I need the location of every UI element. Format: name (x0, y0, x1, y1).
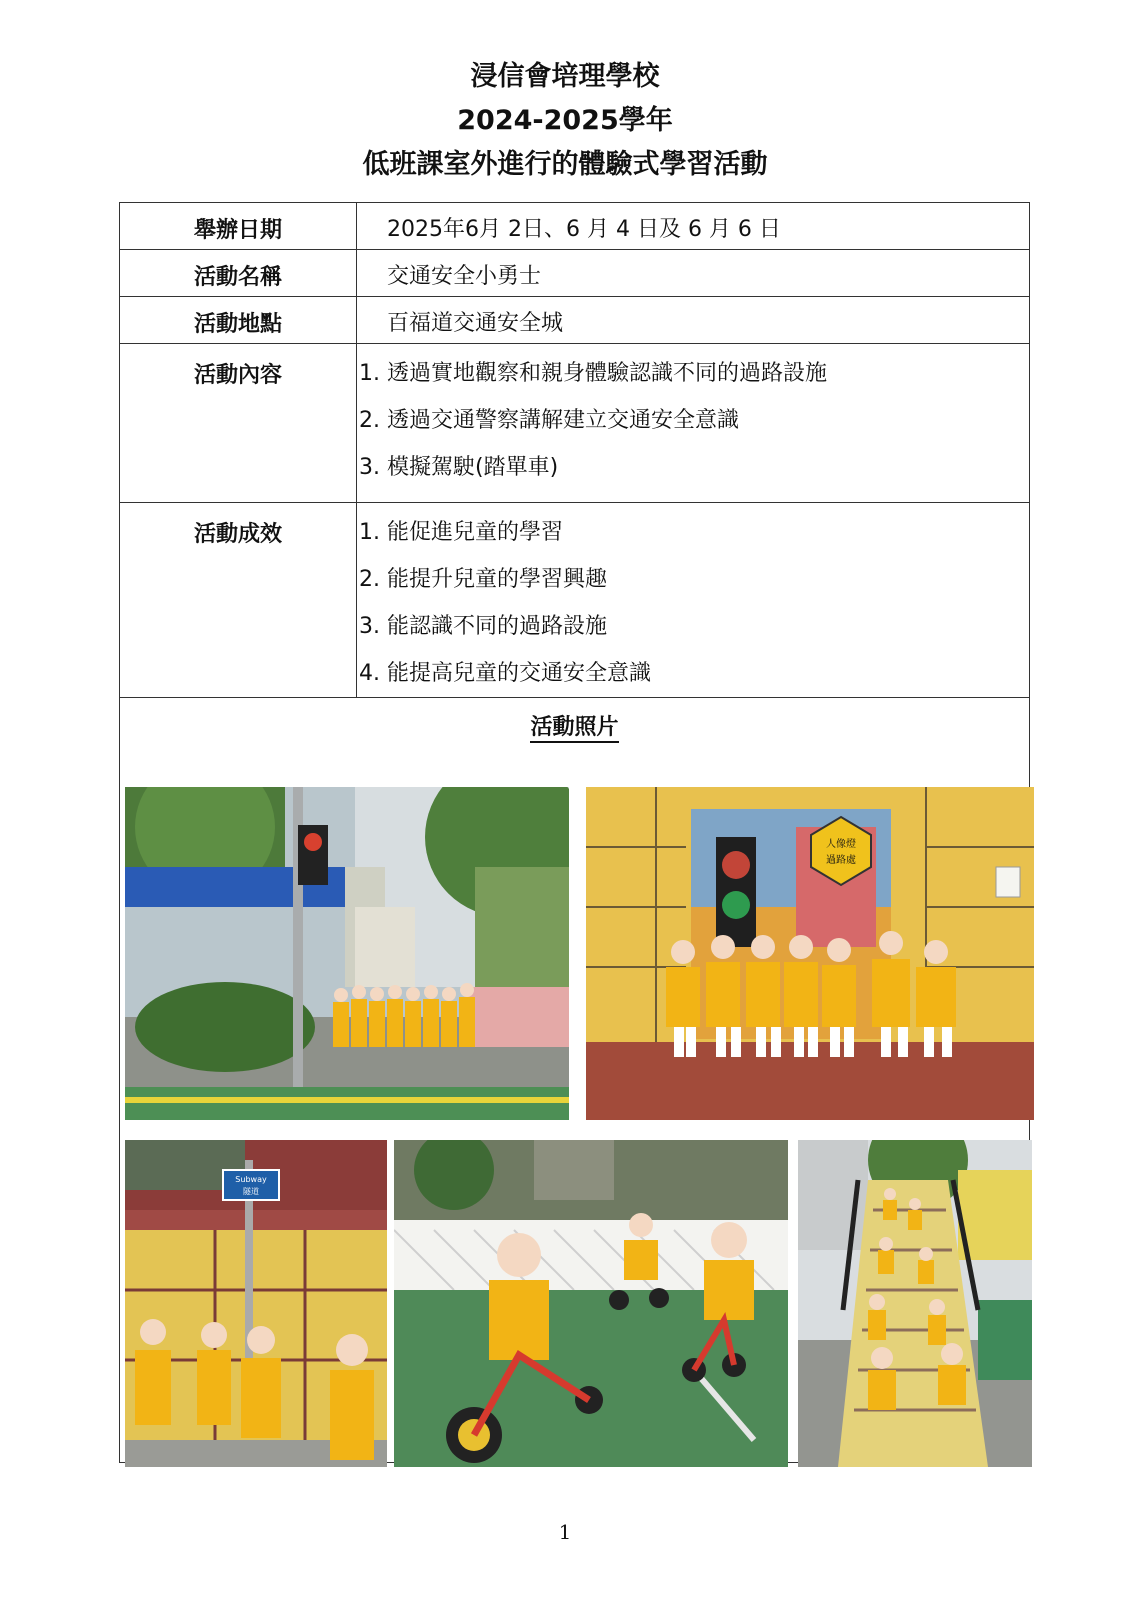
name-label-cell: 活動名稱 (120, 250, 357, 297)
school-name: 浸信會培理學校 (470, 61, 660, 92)
content-item: 1. 透過實地觀察和親身體驗認識不同的過路設施 (359, 361, 827, 386)
outcome-label-cell: 活動成效 (120, 503, 357, 698)
photo-footbridge-stairs (798, 1140, 1032, 1467)
photo-traffic-light-crossing (125, 787, 569, 1120)
school-year: 2024-2025學年 (457, 105, 673, 136)
photo-mural-group (586, 787, 1034, 1120)
content-value-cell (357, 344, 1030, 503)
page-number: 1 (558, 1520, 572, 1544)
place-value-cell: 百福道交通安全城 (357, 297, 1030, 344)
outcome-item: 2. 能提升兒童的學習興趣 (359, 567, 607, 592)
outcome-item: 1. 能促進兒童的學習 (359, 520, 563, 545)
outcome-value-cell (357, 503, 1030, 698)
mural-sign-text-2: 過路處 (826, 855, 856, 866)
document-header (0, 55, 1130, 187)
content-item: 3. 模擬駕駛(踏單車) (359, 455, 559, 480)
outcome-item: 4. 能提高兒童的交通安全意識 (359, 661, 651, 686)
date-label-cell: 舉辦日期 (120, 203, 357, 250)
photo-subway-sign (125, 1140, 387, 1467)
date-value-cell: 2025年6月 2日、6 月 4 日及 6 月 6 日 (357, 203, 1030, 250)
content-item: 2. 透過交通警察講解建立交通安全意識 (359, 408, 739, 433)
photos-title: 活動照片 (120, 698, 1029, 741)
subway-sign-en: Subway (235, 1175, 267, 1184)
name-value-cell: 交通安全小勇士 (357, 250, 1030, 297)
content-label-cell: 活動內容 (120, 344, 357, 503)
photo-tricycles (394, 1140, 788, 1467)
document-title: 低班課室外進行的體驗式學習活動 (362, 149, 768, 180)
subway-sign-zh: 隧道 (243, 1187, 259, 1196)
place-label-cell: 活動地點 (120, 297, 357, 344)
outcome-item: 3. 能認識不同的過路設施 (359, 614, 607, 639)
mural-sign-text-1: 人像燈 (826, 839, 856, 850)
